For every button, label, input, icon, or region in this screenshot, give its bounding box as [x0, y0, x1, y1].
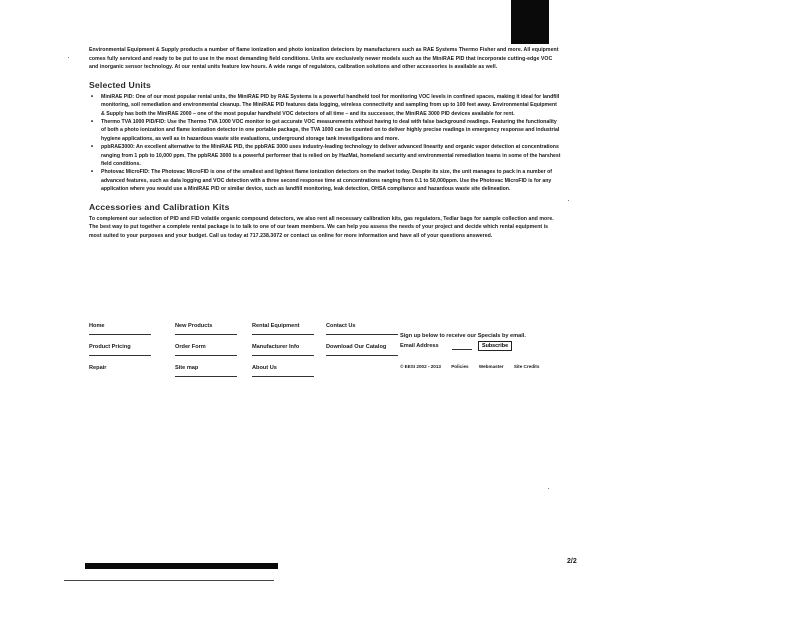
list-item: • MiniRAE PID: One of our most popular rental units, the MiniRAE PID by RAE Systems is a powerful handheld tool for monitoring VOC levels in confined spaces, making it ideal for landfill monitoring, soil remediation and environmental cleanup. The MiniRAE PID features data logging, wireless connectivity and sampling from up to 100 feet away. Environmental Equipment & Supply has both the MiniRAE 2000 – one of the most popular handheld VOC detectors of all time – and its successor, the MiniRAE 3000 PID devices available for rent. [101, 93, 561, 118]
selected-units-heading: Selected Units [89, 79, 152, 90]
footer-link-manufacturer-info[interactable]: Manufacturer Info [252, 344, 314, 356]
selected-units-list [89, 93, 561, 194]
footer-nav-col-4 [326, 323, 398, 365]
signup-text: Sign up below to receive our Specials by email. [400, 333, 526, 339]
accessories-heading: Accessories and Calibration Kits [89, 201, 230, 212]
redaction-block [511, 0, 549, 44]
footer-nav-col-1 [89, 323, 151, 385]
list-item: • Thermo TVA 1000 PID/FID: Use the Thermo TVA 1000 VOC monitor to get accurate VOC measurements without having to deal with false background readings. Featuring the functionality of both a photo ionization and flame ionization detector in one portable package, the TVA 1000 can be counted on to deliver highly precise readings in emergency response and industrial hygiene applications, as well as in hazardous waste site evaluations, underground storage tank investigations and more. [101, 118, 561, 143]
webmaster-link[interactable]: Webmaster [478, 364, 504, 369]
site-credits-link[interactable]: Site Credits [513, 364, 540, 369]
footer-link-home[interactable]: Home [89, 323, 151, 335]
footer-link-new-products[interactable]: New Products [175, 323, 237, 335]
footer-link-download-catalog[interactable]: Download Our Catalog [326, 344, 398, 356]
footer-link-order-form[interactable]: Order Form [175, 344, 237, 356]
footer-link-rental-equipment[interactable]: Rental Equipment [252, 323, 314, 335]
page-number: 2/2 [567, 558, 577, 565]
newsletter-signup [400, 333, 560, 351]
email-input[interactable] [452, 343, 472, 350]
scan-speck [548, 488, 549, 489]
footer-link-site-map[interactable]: Site map [175, 365, 237, 377]
bottom-redaction-bar [85, 563, 278, 569]
policies-link[interactable]: Policies [451, 364, 469, 369]
copyright: © EESI 2002 - 2013 [400, 364, 441, 369]
bottom-rule [64, 580, 274, 581]
footer-link-product-pricing[interactable]: Product Pricing [89, 344, 151, 356]
footer-meta [400, 364, 548, 369]
footer-link-about-us[interactable]: About Us [252, 365, 314, 377]
scan-speck [68, 57, 69, 58]
email-label: Email Address [400, 343, 439, 349]
footer-nav-col-3 [252, 323, 314, 386]
main-content [89, 46, 561, 240]
intro-paragraph: Environmental Equipment & Supply products a number of flame ionization and photo ionization detectors by manufacturers such as RAE Systems Thermo Fisher and more. All equipment comes fully serviced and ready to be put to use in the most demanding field conditions. Units are exclusively newer models such as the MiniRAE PID that incorporate cutting-edge VOC and inorganic sensor technology. At our rental units feature low hours. A wide range of regulators, calibration solutions and other accessories is available as well. [89, 47, 559, 71]
footer-nav-col-2 [175, 323, 237, 386]
subscribe-button[interactable]: Subscribe [478, 341, 512, 351]
list-item: • ppbRAE3000: An excellent alternative to the MiniRAE PID, the ppbRAE 3000 uses industry-leading technology to deliver advanced linearity and organic vapor detection at concentrations ranging from 1 ppb to 10,000 ppm. The ppbRAE 3000 is a powerful performer that is relied on by HazMat, homeland security and environmental remediation teams in some of the harshest field conditions. [101, 143, 561, 168]
footer-link-contact-us[interactable]: Contact Us [326, 323, 398, 335]
footer-link-repair[interactable]: Repair [89, 365, 107, 371]
accessories-paragraph: To complement our selection of PID and FID volatile organic compound detectors, we also rent all necessary calibration kits, gas regulators, Tedlar bags for sample collection and more. The best way to put together a complete rental package is to talk to one of our team members. We can help you assess the needs of your project and decide which rental equipment is most suited to your purposes and your budget. Call us today at 717.238.3072 or contact us online for more information and have all of your questions answered. [89, 215, 554, 239]
list-item: • Photovac MicroFID: The Photovac MicroFID is one of the smallest and lightest flame ionization detectors on the market today. Despite its size, the unit manages to pack in a number of advanced features, such as data logging and VOC detection with a three second response time at concentrations ranging from 0.1 to 50,000ppm. Use the Photovac MicroFID is for any application where you would use a MiniRAE PID or similar device, such as landfill monitoring, leak detection, OHSA compliance and hazardous waste site delineation. [101, 168, 561, 193]
email-row [400, 341, 560, 351]
scan-speck [568, 200, 569, 201]
